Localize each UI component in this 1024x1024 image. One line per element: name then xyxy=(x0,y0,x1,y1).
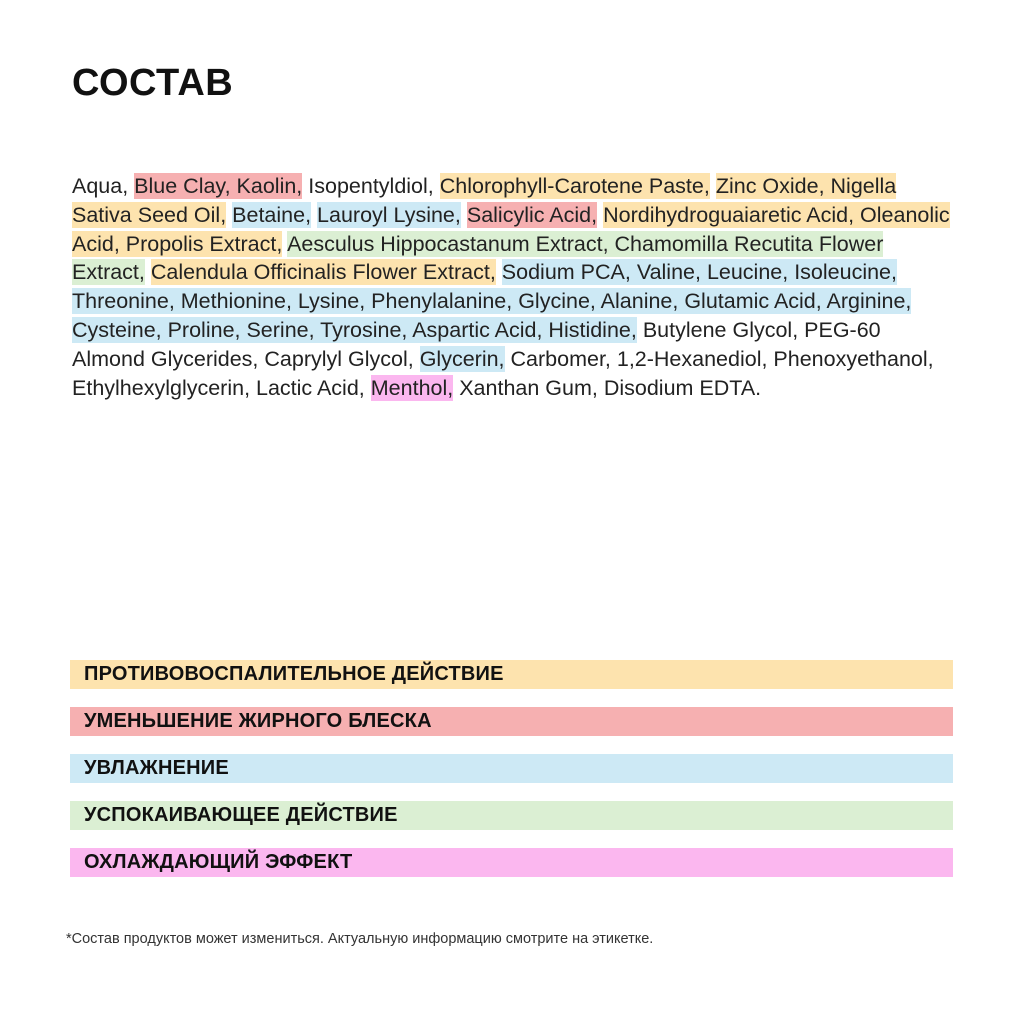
ingredient-group: Chlorophyll-Carotene Paste, xyxy=(439,174,710,198)
ingredient-group: Glycerin, xyxy=(419,346,505,371)
legend-label: ОХЛАЖДАЮЩИЙ ЭФФЕКТ xyxy=(84,851,353,873)
legend-item-soothing xyxy=(70,801,953,830)
legend-label: УСПОКАИВАЮЩЕЕ ДЕЙСТВИЕ xyxy=(84,804,398,826)
footnote: *Состав продуктов может измениться. Актуальную информацию смотрите на этикетке. xyxy=(66,931,654,947)
ingredient-group: Betaine, xyxy=(232,202,312,227)
ingredient-group: Aesculus Hippocastanum Extract, Chamomilla Recutita Flower Extract, xyxy=(72,231,884,285)
legend-label: ПРОТИВОВОСПАЛИТЕЛЬНОЕ ДЕЙСТВИЕ xyxy=(84,663,504,685)
ingredient-group: Blue Clay, Kaolin, xyxy=(134,174,303,198)
legend-item-moisturizing xyxy=(70,754,953,783)
page-title: СОСТАВ xyxy=(72,62,234,104)
ingredient-group: Salicylic Acid, xyxy=(466,202,598,227)
legend-item-anti-inflammatory xyxy=(70,660,953,689)
legend xyxy=(70,660,953,895)
ingredient-group: Menthol, xyxy=(370,375,454,400)
ingredient-group: Butylene Glycol, PEG-60 Almond Glycerides, Caprylyl Glycol, xyxy=(72,317,881,371)
ingredient-group: Xanthan Gum, Disodium EDTA. xyxy=(459,375,762,400)
ingredient-group: Zinc Oxide, Nigella Sativa Seed Oil, xyxy=(72,174,897,227)
legend-item-oil-control xyxy=(70,707,953,736)
ingredient-group: Sodium PCA, Valine, Leucine, Isoleucine, Threonine, Methionine, Lysine, Phenylalanine, Glycine, Alanine, Glutamic Acid, Arginine, Cysteine, Proline, Serine, Tyrosine, Aspartic Acid, Histidine, xyxy=(72,260,912,342)
ingredient-group: Calendula Officinalis Flower Extract, xyxy=(150,260,496,285)
legend-label: УВЛАЖНЕНИЕ xyxy=(84,757,229,779)
ingredient-group: Carbomer, 1,2-Hexanediol, Phenoxyethanol, Ethylhexylglycerin, Lactic Acid, xyxy=(72,346,934,400)
legend-label: УМЕНЬШЕНИЕ ЖИРНОГО БЛЕСКА xyxy=(84,710,432,732)
legend-item-cooling xyxy=(70,848,953,877)
ingredient-group: Aqua, xyxy=(72,174,129,198)
ingredient-group: Lauroyl Lysine, xyxy=(317,202,461,227)
ingredient-group: Isopentyldiol, xyxy=(308,174,434,198)
ingredients-list xyxy=(72,172,952,402)
ingredient-group: Nordihydroguaiaretic Acid, Oleanolic Acid, Propolis Extract, xyxy=(72,202,950,256)
